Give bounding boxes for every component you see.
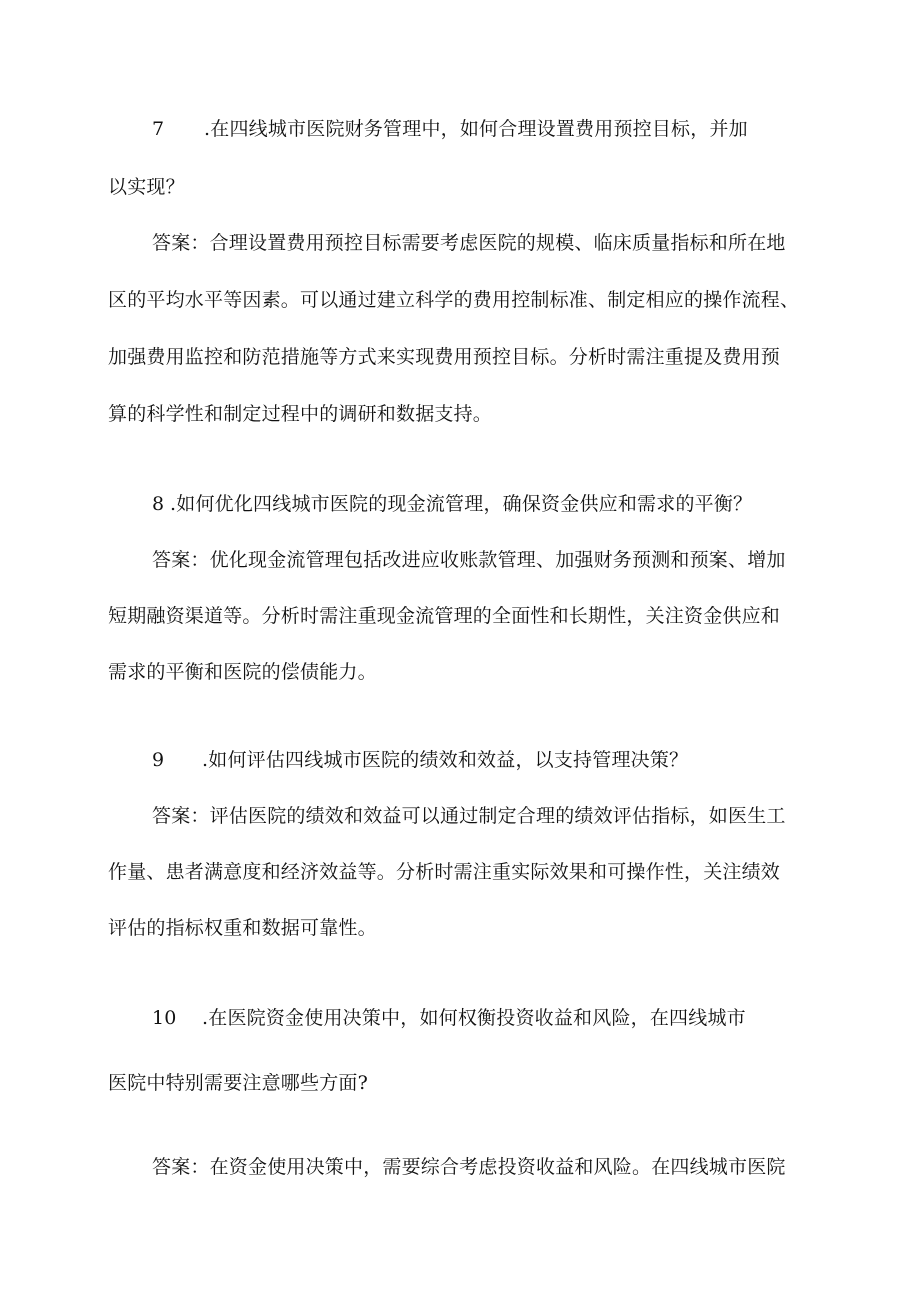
question-number: 7 (152, 118, 165, 140)
answer-9-line-2: 作量、患者满意度和经济效益等。分析时需注重实际效果和可操作性，关注绩效 (108, 861, 781, 883)
answer-9-line-3: 评估的指标权重和数据可靠性。 (108, 917, 377, 939)
answer-7-line-1: 答案：合理设置费用预控目标需要考虑医院的规模、临床质量指标和所在地 (152, 232, 786, 254)
answer-10-line-1: 答案：在资金使用决策中，需要综合考虑投资收益和风险。在四线城市医院 (152, 1156, 786, 1178)
answer-8-line-3: 需求的平衡和医院的偿债能力。 (108, 661, 377, 683)
answer-8-line-2: 短期融资渠道等。分析时需注重现金流管理的全面性和长期性，关注资金供应和 (108, 605, 781, 627)
question-text: .在医院资金使用决策中，如何权衡投资收益和风险，在四线城市 (202, 1007, 746, 1029)
question-number: 9 (152, 749, 165, 771)
question-10-line-1 (152, 1006, 746, 1030)
question-7-line-1 (152, 117, 748, 141)
question-text: .在四线城市医院财务管理中，如何合理设置费用预控目标，并加 (204, 118, 748, 140)
question-text: .如何优化四线城市医院的现金流管理，确保资金供应和需求的平衡？ (170, 493, 753, 515)
answer-7-line-4: 算的科学性和制定过程中的调研和数据支持。 (108, 403, 493, 425)
answer-7-line-3: 加强费用监控和防范措施等方式来实现费用预控目标。分析时需注重提及费用预 (108, 346, 781, 368)
answer-7-line-2: 区的平均水平等因素。可以通过建立科学的费用控制标准、制定相应的操作流程、 (108, 289, 800, 311)
question-number: 8 (152, 493, 165, 515)
question-9-line-1 (152, 748, 688, 772)
question-10-line-2: 医院中特别需要注意哪些方面? (108, 1072, 368, 1094)
answer-8-line-1: 答案：优化现金流管理包括改进应收账款管理、加强财务预测和预案、增加 (152, 549, 786, 571)
question-number: 10 (152, 1007, 177, 1029)
question-text: .如何评估四线城市医院的绩效和效益，以支持管理决策？ (202, 749, 689, 771)
question-7-line-2: 以实现？ (108, 176, 185, 198)
answer-9-line-1: 答案：评估医院的绩效和效益可以通过制定合理的绩效评估指标，如医生工 (152, 805, 786, 827)
question-8-line-1 (152, 492, 752, 516)
